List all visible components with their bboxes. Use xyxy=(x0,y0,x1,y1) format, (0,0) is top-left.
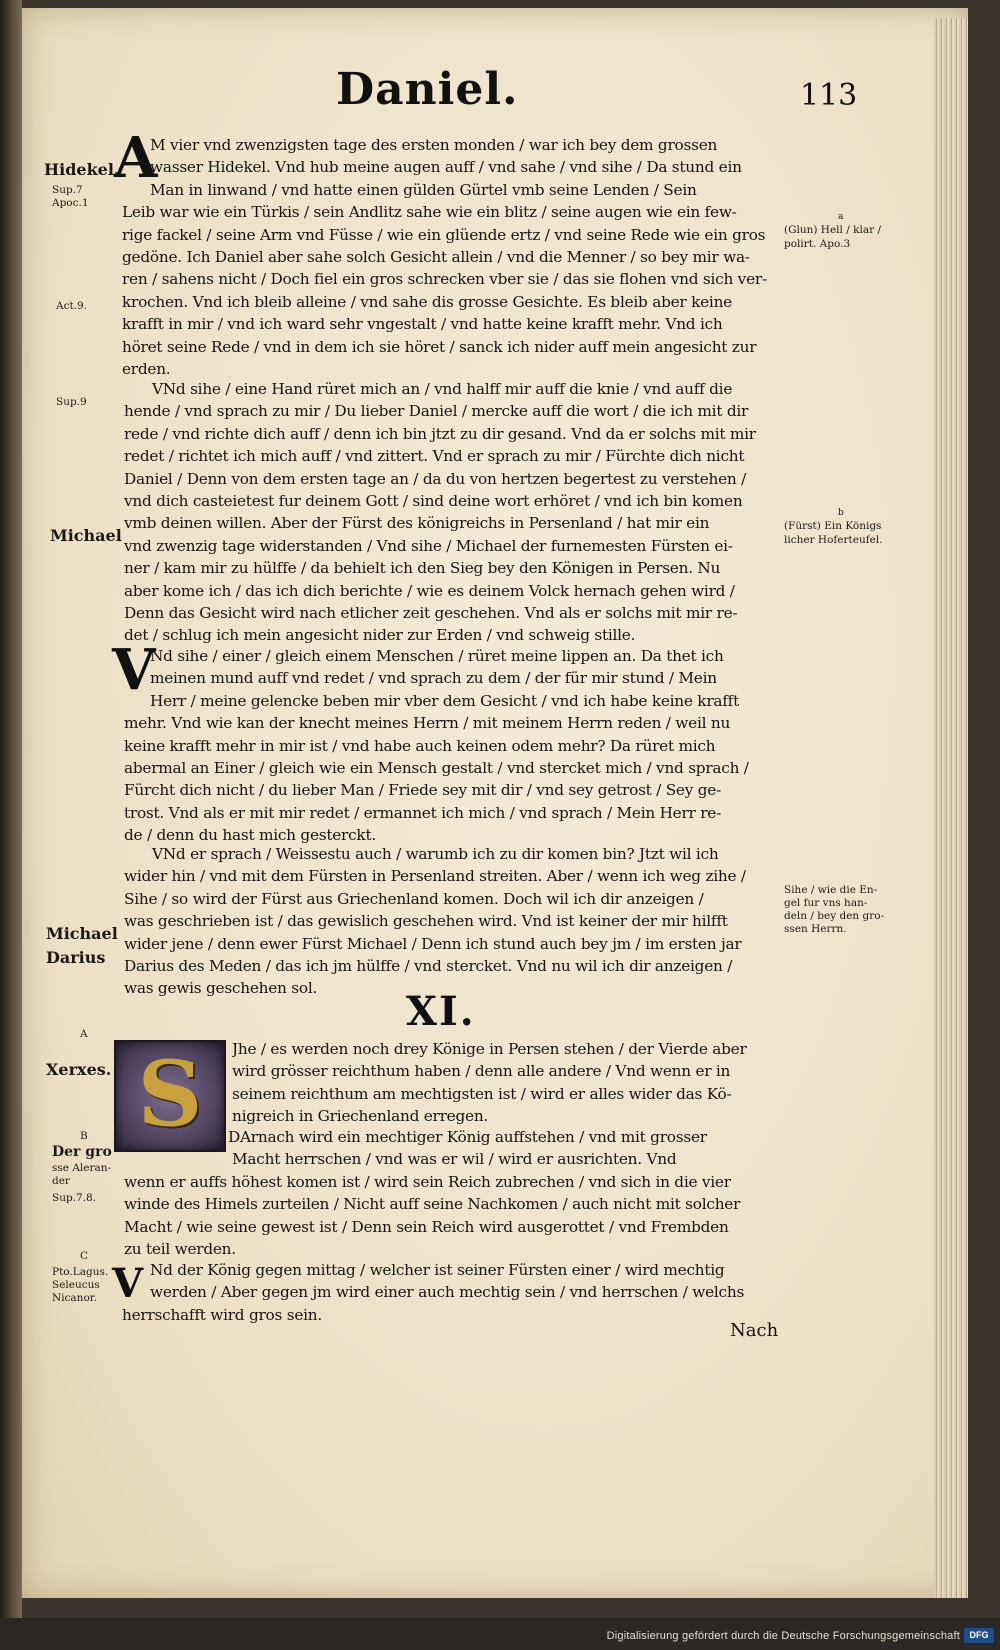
text-line: Macht / wie seine gewest ist / Denn sein Reich wird ausgerottet / vnd Frembden xyxy=(124,1217,729,1236)
margin-note-apoc1: Apoc.1 xyxy=(52,197,89,209)
gloss-polirt: polirt. Apo.3 xyxy=(784,238,851,250)
dfg-logo[interactable]: DFG xyxy=(964,1628,994,1643)
text-line: vnd dich casteietest fur deinem Gott / sind deine wort erhöret / vnd ich bin komen xyxy=(124,491,743,510)
book-spine-edge xyxy=(0,0,22,1650)
margin-note-sup78: Sup.7.8. xyxy=(52,1192,97,1204)
text-line: Sihe / so wird der Fürst aus Griechenland komen. Doch wil ich dir anzeigen / xyxy=(124,889,704,908)
text-line: Leib war wie ein Türkis / sein Andlitz sahe wie ein blitz / seine augen wie ein few- xyxy=(122,203,737,222)
margin-note-der: der xyxy=(52,1175,70,1187)
text-line: wenn er auffs höhest komen ist / wird sein Reich zubrechen / vnd sich in die vier xyxy=(124,1172,731,1191)
text-line: Daniel / Denn von dem ersten tage an / da du von hertzen begertest zu verstehen / xyxy=(124,469,747,488)
section-marker-c: C xyxy=(80,1250,89,1262)
text-line: hende / vnd sprach zu mir / Du lieber Daniel / mercke auff die wort / die ich mit dir xyxy=(124,402,749,421)
gloss-sihe-1: Sihe / wie die En- xyxy=(784,884,878,896)
gloss-glun: (Glun) Hell / klar / xyxy=(784,224,881,236)
text-line: zu teil werden. xyxy=(124,1239,236,1258)
text-line: abermal an Einer / gleich wie ein Mensch gestalt / vnd stercket mich / vnd sprach / xyxy=(124,758,749,777)
margin-note-ptolagus: Pto.Lagus. xyxy=(52,1266,109,1278)
text-line: Darius des Meden / das ich jm hülffe / vnd stercket. Vnd nu wil ich dir anzeigen / xyxy=(124,956,733,975)
paragraph-3 xyxy=(124,645,772,847)
text-line: trost. Vnd als er mit mir redet / ermannet ich mich / vnd sprach / Mein Herr re- xyxy=(124,803,721,822)
text-line: gedöne. Ich Daniel aber sahe solch Gesicht allein / vnd die Menner / so bey mir wa- xyxy=(122,247,750,266)
margin-note-sup7: Sup.7 xyxy=(52,184,83,196)
text-line: M vier vnd zwenzigsten tage des ersten monden / war ich bey dem grossen xyxy=(150,136,718,154)
text-line: rede / vnd richte dich auff / denn ich bin jtzt zu dir gesand. Vnd da er solchs mit mir xyxy=(124,424,756,443)
text-line: wird grösser reichthum haben / denn alle andere / Vnd wenn er in xyxy=(232,1062,731,1081)
text-line: redet / richtet ich mich auff / vnd zittert. Vnd er sprach zu mir / Fürchte dich nicht xyxy=(124,447,745,466)
margin-note-nicanor: Nicanor. xyxy=(52,1292,97,1304)
text-line: nigreich in Griechenland erregen. xyxy=(232,1107,489,1126)
initial-letter-v: V xyxy=(112,637,156,703)
running-header-title: Daniel. xyxy=(336,64,519,115)
gloss-sihe-3: deln / bey den gro- xyxy=(784,910,885,922)
margin-note-michael: Michael xyxy=(50,526,122,545)
text-line: winde des Himels zurteilen / Nicht auff seine Nachkomen / auch nicht mit solcher xyxy=(124,1195,741,1214)
text-line: aber kome ich / das ich dich berichte / wie es deinem Volck hernach gehen wird / xyxy=(124,581,735,600)
margin-note-xerxes: Xerxes. xyxy=(46,1060,112,1079)
text-line: Man in linwand / vnd hatte einen gülden Gürtel vmb seine Lenden / Sein xyxy=(150,180,697,199)
text-line: DArnach wird ein mechtiger König auffstehen / vnd mit grosser xyxy=(228,1128,707,1146)
text-line: vnd zwenzig tage widerstanden / Vnd sihe / Michael der furnemesten Fürsten ei- xyxy=(124,536,733,555)
initial-letter-v2: V xyxy=(112,1260,144,1307)
text-line: was geschrieben ist / das gewislich geschehen wird. Vnd ist keiner der mir hilfft xyxy=(124,912,728,931)
funding-credit: Digitalisierung gefördert durch die Deutsche Forschungsgemeinschaft xyxy=(606,1630,960,1642)
paragraph-7 xyxy=(122,1259,772,1326)
margin-note-act9: Act.9. xyxy=(56,300,88,312)
text-line: vmb deinen willen. Aber der Fürst des königreichs in Persenland / hat mir ein xyxy=(124,514,710,533)
paragraph-5 xyxy=(232,1038,792,1128)
text-line: Macht herrschen / vnd was er wil / wird er ausrichten. Vnd xyxy=(232,1150,677,1169)
text-line: VNd er sprach / Weissestu auch / warumb ich zu dir komen bin? Jtzt wil ich xyxy=(152,845,719,863)
margin-note-darius: Darius xyxy=(46,948,106,967)
gloss-sihe-4: ssen Herrn. xyxy=(784,923,847,935)
gloss-marker-b: b xyxy=(838,508,844,518)
gloss-hoferteufel: licher Hoferteufel. xyxy=(784,534,883,546)
text-line: seinem reichthum am mechtigsten ist / wird er alles wider das Kö- xyxy=(232,1084,732,1103)
text-line: werden / Aber gegen jm wird einer auch mechtig sein / vnd herrschen / welchs xyxy=(150,1283,745,1302)
section-marker-a: A xyxy=(80,1028,88,1040)
gloss-furst: (Fürst) Ein Königs xyxy=(784,520,882,532)
paragraph-2 xyxy=(124,378,772,647)
text-line: krafft in mir / vnd ich ward sehr vngestalt / vnd hatte keine krafft mehr. Vnd ich xyxy=(122,315,723,334)
text-line: was gewis geschehen sol. xyxy=(124,979,318,998)
catchword: Nach xyxy=(730,1320,779,1341)
initial-letter-a: A xyxy=(114,125,158,191)
text-line: Nd sihe / einer / gleich einem Menschen / rüret meine lippen an. Da thet ich xyxy=(150,647,724,665)
text-line: keine krafft mehr in mir ist / vnd habe auch keinen odem mehr? Da rüret mich xyxy=(124,736,716,755)
text-line: meinen mund auff vnd redet / vnd sprach zu dem / der für mir stund / Mein xyxy=(150,669,717,688)
page-fore-edge xyxy=(934,18,968,1598)
gloss-sihe-2: gel fur vns han- xyxy=(784,897,868,909)
text-line: wider hin / vnd mit dem Fürsten in Persenland streiten. Aber / wenn ich weg zihe / xyxy=(124,867,746,886)
margin-note-michael-2: Michael xyxy=(46,924,118,943)
text-line: Denn das Gesicht wird nach etlicher zeit geschehen. Vnd als er solchs mit mir re- xyxy=(124,603,738,622)
chapter-heading: XI. xyxy=(406,988,476,1035)
text-line: wider jene / denn ewer Fürst Michael / Denn ich stund auch bey jm / im ersten jar xyxy=(124,934,742,953)
text-line: Herr / meine gelencke beben mir vber dem Gesicht / vnd ich habe keine krafft xyxy=(150,691,739,710)
paragraph-6 xyxy=(124,1126,772,1260)
margin-note-aleran: sse Aleran- xyxy=(52,1162,112,1174)
text-line: det / schlug ich mein angesicht nider zur Erden / vnd schweig stille. xyxy=(124,626,636,645)
text-line: ner / kam mir zu hülffe / da behielt ich den Sieg bey den Königen in Persen. Nu xyxy=(124,559,721,578)
margin-note-seleucus: Seleucus xyxy=(52,1279,100,1291)
page-number: 113 xyxy=(800,78,858,113)
text-line: Fürcht dich nicht / du lieber Man / Friede sey mit dir / vnd sey getrost / Sey ge- xyxy=(124,781,721,800)
paragraph-1 xyxy=(122,134,772,380)
decorated-initial-letter: S xyxy=(137,1041,203,1147)
paragraph-4 xyxy=(124,843,772,1000)
text-line: höret seine Rede / vnd in dem ich sie höret / sanck ich nider auff mein angesicht zur xyxy=(122,337,757,356)
gloss-marker-a: a xyxy=(838,212,844,222)
margin-note-der-gro: Der gro xyxy=(52,1144,112,1160)
text-line: herrschafft wird gros sein. xyxy=(122,1305,322,1324)
text-line: Jhe / es werden noch drey Könige in Persen stehen / der Vierde aber xyxy=(232,1040,747,1058)
text-line: Nd der König gegen mittag / welcher ist seiner Fürsten einer / wird mechtig xyxy=(150,1261,725,1279)
text-line: erden. xyxy=(122,359,171,378)
text-line: wasser Hidekel. Vnd hub meine augen auff / vnd sahe / vnd sihe / Da stund ein xyxy=(150,158,742,177)
margin-note-hidekel: Hidekel. xyxy=(44,160,120,179)
text-line: krochen. Vnd ich bleib alleine / vnd sahe dis grosse Gesichte. Es bleib aber keine xyxy=(122,292,732,311)
text-line: mehr. Vnd wie kan der knecht meines Herrn / mit meinem Herrn reden / weil nu xyxy=(124,714,731,733)
margin-note-sup9: Sup.9 xyxy=(56,396,87,408)
text-line: de / denn du hast mich gesterckt. xyxy=(124,826,376,845)
text-line: VNd sihe / eine Hand rüret mich an / vnd halff mir auff die knie / vnd auff die xyxy=(152,380,733,398)
text-line: rige fackel / seine Arm vnd Füsse / wie ein glüende ertz / vnd seine Rede wie ein gros xyxy=(122,225,766,244)
section-marker-b: B xyxy=(80,1130,88,1142)
text-line: ren / sahens nicht / Doch fiel ein gros schrecken vber sie / das sie flohen vnd sich ver- xyxy=(122,270,767,289)
